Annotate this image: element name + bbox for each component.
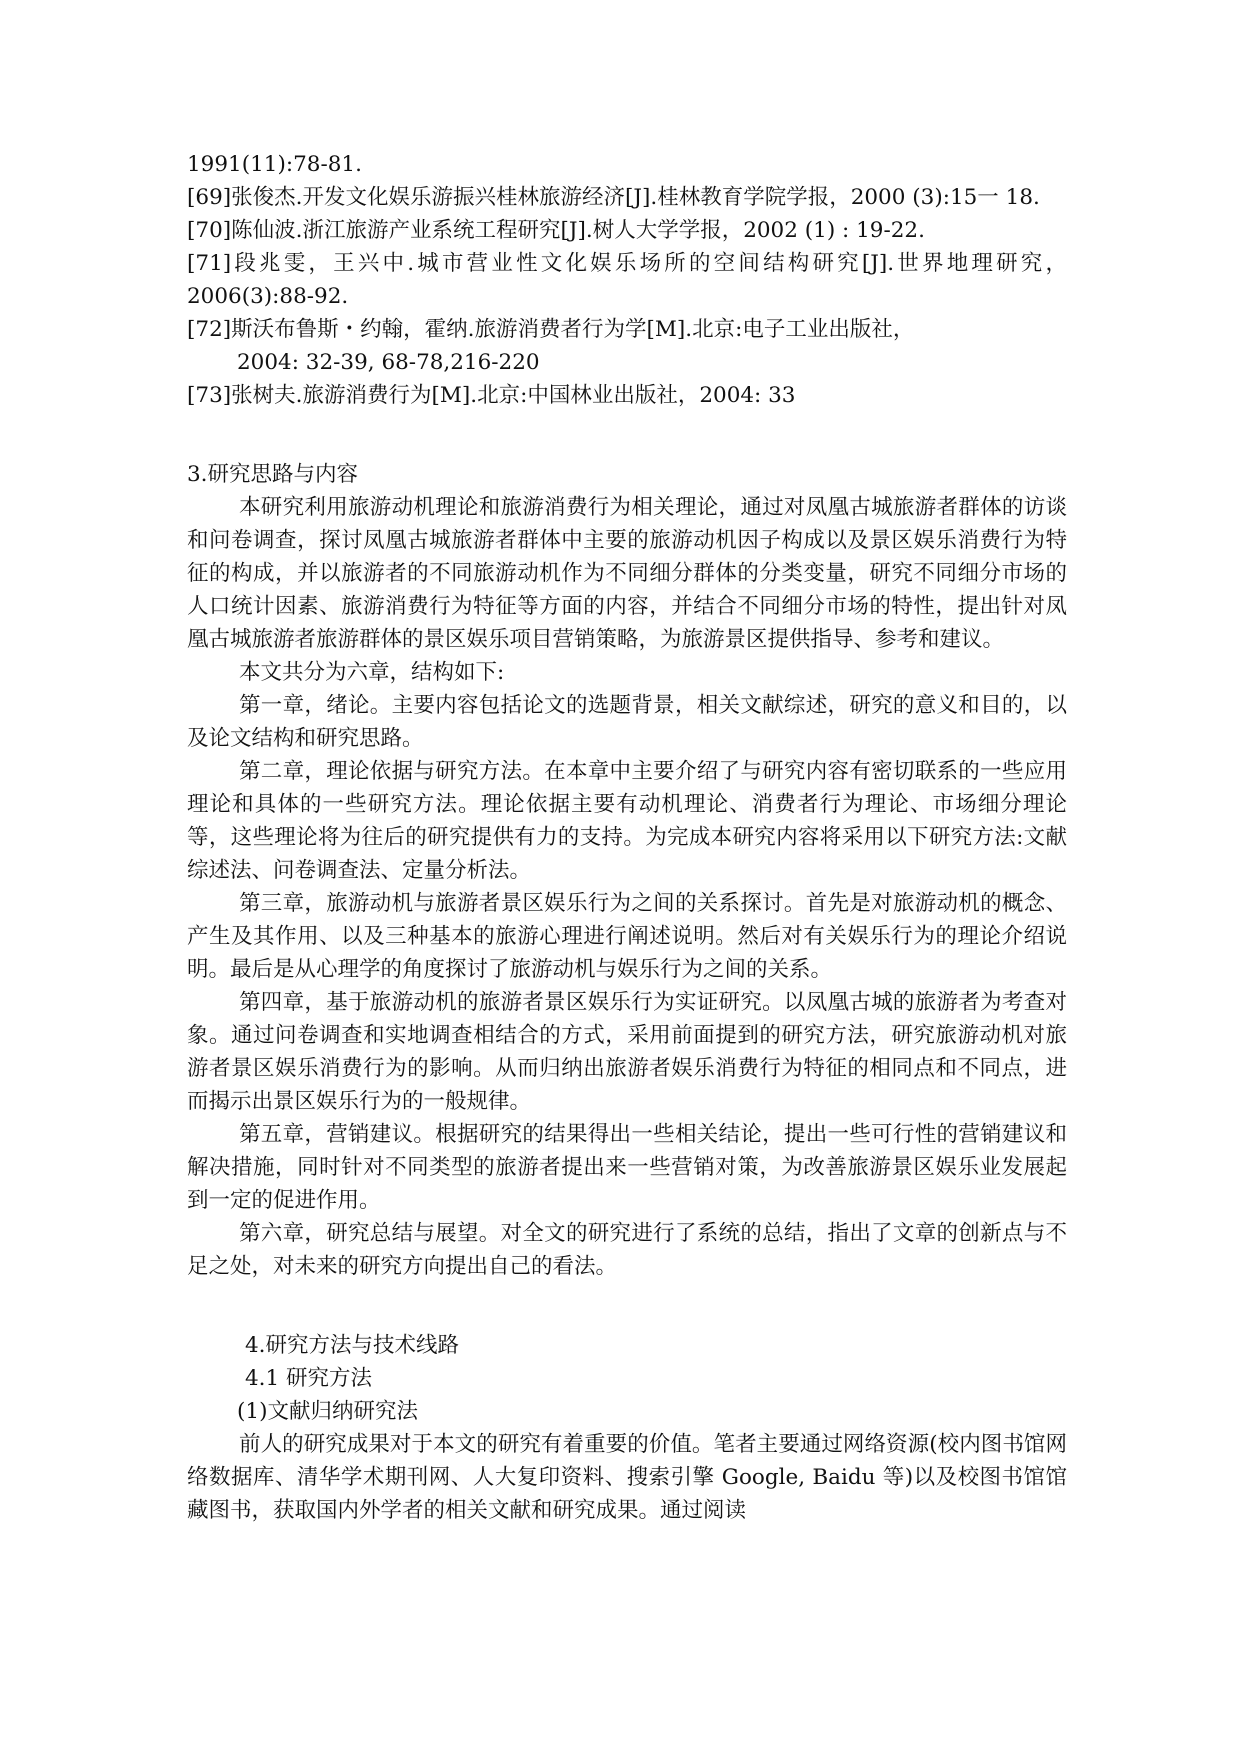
chapter-1-summary: 第一章，绪论。主要内容包括论文的选题背景，相关文献综述，研究的意义和目的，以及论文结构和研究思路。 [187,693,1067,751]
reference-72-line2: 2004: 32-39, 68-78,216-220 [237,350,540,375]
chapter-6-summary: 第六章，研究总结与展望。对全文的研究进行了系统的总结，指出了文章的创新点与不足之处，对未来的研究方向提出自己的看法。 [187,1221,1067,1279]
section-3-paragraph-2: 本文共分为六章，结构如下: [239,660,505,685]
method-1-title: (1)文献归纳研究法 [237,1399,418,1424]
reference-70: [70]陈仙波.浙江旅游产业系统工程研究[J].树人大学学报，2002 (1) : 19-22. [187,218,925,243]
spacer [187,1283,1067,1329]
reference-72-line1: [72]斯沃布鲁斯・约翰，霍纳.旅游消费者行为学[M].北京:电子工业出版社， [187,317,915,342]
reference-69: [69]张俊杰.开发文化娱乐游振兴桂林旅游经济[J].桂林教育学院学报，2000 (3):15一 18. [187,185,1040,210]
reference-71: [71]段兆雯，王兴中.城市营业性文化娱乐场所的空间结构研究[J].世界地理研究，2006(3):88-92. [187,251,1067,309]
chapter-4-summary: 第四章，基于旅游动机的旅游者景区娱乐行为实证研究。以凤凰古城的旅游者为考查对象。通过问卷调查和实地调查相结合的方式，采用前面提到的研究方法，研究旅游动机对旅游者景区娱乐消费行为的影响。从而归纳出旅游者娱乐消费行为特征的相同点和不同点，进而揭示出景区娱乐行为的一般规律。 [187,990,1067,1114]
document-page [187,148,1067,1527]
chapter-3-summary: 第三章，旅游动机与旅游者景区娱乐行为之间的关系探讨。首先是对旅游动机的概念、产生及其作用、以及三种基本的旅游心理进行阐述说明。然后对有关娱乐行为的理论介绍说明。最后是从心理学的角度探讨了旅游动机与娱乐行为之间的关系。 [187,891,1067,982]
section-4-1-heading: 4.1 研究方法 [245,1366,373,1391]
reference-73: [73]张树夫.旅游消费行为[M].北京:中国林业出版社，2004: 33 [187,383,796,408]
section-4-heading: 4.研究方法与技术线路 [245,1333,460,1358]
method-1-paragraph: 前人的研究成果对于本文的研究有着重要的价值。笔者主要通过网络资源(校内图书馆网络数据库、清华学术期刊网、人大复印资料、搜索引擎 Google, Baidu 等)以及校图书馆馆藏图书，获取国内外学者的相关文献和研究成果。通过阅读 [187,1432,1067,1523]
spacer [187,412,1067,458]
chapter-2-summary: 第二章，理论依据与研究方法。在本章中主要介绍了与研究内容有密切联系的一些应用理论和具体的一些研究方法。理论依据主要有动机理论、消费者行为理论、市场细分理论等，这些理论将为往后的研究提供有力的支持。为完成本研究内容将采用以下研究方法:文献综述法、问卷调查法、定量分析法。 [187,759,1067,883]
section-3-paragraph-1: 本研究利用旅游动机理论和旅游消费行为相关理论，通过对凤凰古城旅游者群体的访谈和问卷调查，探讨凤凰古城旅游者群体中主要的旅游动机因子构成以及景区娱乐消费行为特征的构成，并以旅游者的不同旅游动机作为不同细分群体的分类变量，研究不同细分市场的人口统计因素、旅游消费行为特征等方面的内容，并结合不同细分市场的特性，提出针对凤凰古城旅游者旅游群体的景区娱乐项目营销策略，为旅游景区提供指导、参考和建议。 [187,495,1067,652]
chapter-5-summary: 第五章，营销建议。根据研究的结果得出一些相关结论，提出一些可行性的营销建议和解决措施，同时针对不同类型的旅游者提出来一些营销对策，为改善旅游景区娱乐业发展起到一定的促进作用。 [187,1122,1067,1213]
reference-68-tail: 1991(11):78-81. [187,152,362,177]
section-3-heading: 3.研究思路与内容 [187,462,359,487]
